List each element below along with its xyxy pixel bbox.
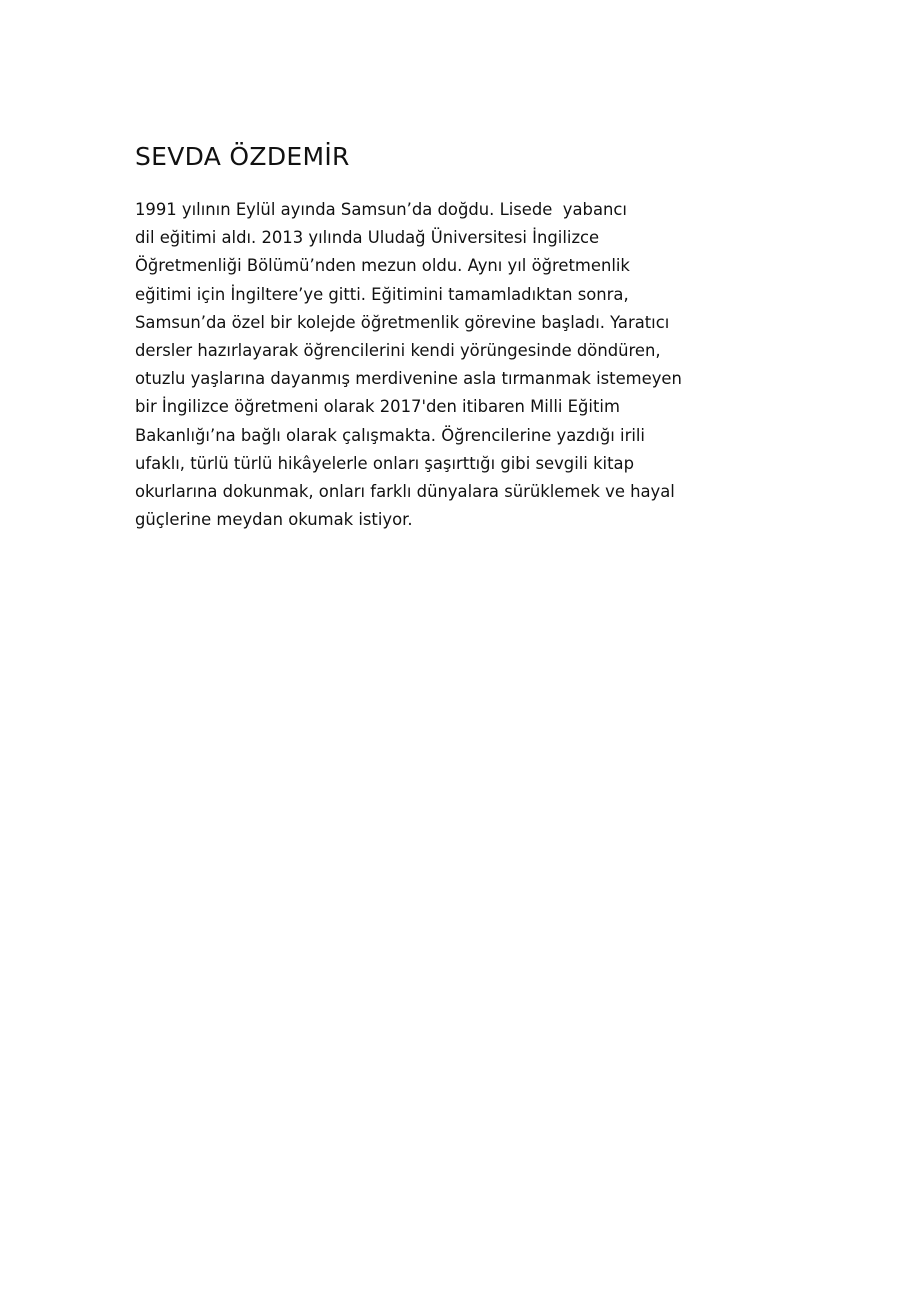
author-biography xyxy=(135,196,775,534)
bio-line: 1991 yılının Eylül ayında Samsun’da doğdu. Lisede yabancı xyxy=(135,200,627,219)
bio-line: güçlerine meydan okumak istiyor. xyxy=(135,510,413,530)
bio-line: eğitimi için İngiltere’ye gitti. Eğitimini tamamladıktan sonra, xyxy=(135,284,629,304)
bio-line: bir İngilizce öğretmeni olarak 2017'den itibaren Milli Eğitim xyxy=(135,397,620,417)
bio-line: Bakanlığı’na bağlı olarak çalışmakta. Öğrencilerine yazdığı irili xyxy=(135,425,645,445)
bio-line: Samsun’da özel bir kolejde öğretmenlik görevine başladı. Yaratıcı xyxy=(135,312,670,332)
bio-line: Öğretmenliği Bölümü’nden mezun oldu. Aynı yıl öğretmenlik xyxy=(135,256,630,276)
bio-line: dersler hazırlayarak öğrencilerini kendi yörüngesinde döndüren, xyxy=(135,341,661,361)
bio-line: otuzlu yaşlarına dayanmış merdivenine asla tırmanmak istemeyen xyxy=(135,369,682,389)
bio-line: dil eğitimi aldı. 2013 yılında Uludağ Üniversitesi İngilizce xyxy=(135,228,600,248)
author-name-heading: SEVDA ÖZDEMİR xyxy=(135,142,350,171)
bio-line: ufaklı, türlü türlü hikâyelerle onları şaşırttığı gibi sevgili kitap xyxy=(135,453,634,473)
bio-line: okurlarına dokunmak, onları farklı dünyalara sürüklemek ve hayal xyxy=(135,482,675,502)
